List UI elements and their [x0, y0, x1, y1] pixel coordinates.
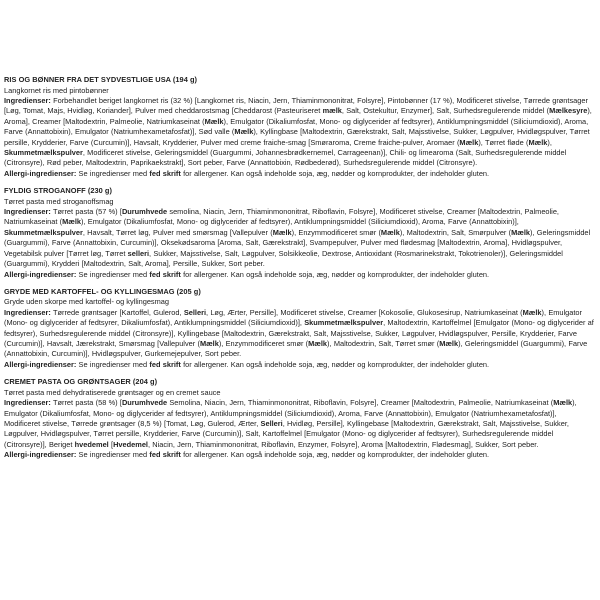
text-run: semolina, Niacin, Jern, Thiaminmononitrat, Riboflavin, Folsyre], Modificeret stivelse, Creamer [Maltodextrin, Palmeolie, Natriumkaseinat (: [4, 207, 559, 227]
allergen-text: Skummetmælkspulver: [304, 318, 384, 328]
section-stroganoff: [4, 186, 594, 280]
text-run: for allergener. Kan også indeholde soja, æg, nødder og kornprodukter, der indeholder gluten.: [180, 450, 490, 460]
text-run: ), Aroma], Creamer [Maltodextrin, Palmeolie, Natriumkaseinat (: [4, 106, 592, 126]
text-run: for allergener. Kan også indeholde soja, æg, nødder og kornprodukter, der indeholder gluten.: [180, 359, 490, 369]
text-run: , Niacin, Jern, Thiaminmononitrat, Riboflavin, Enzymer, Folsyre], Aroma [Maltodextrin, Flødesmag], Sukker, Sort peber.: [147, 439, 539, 449]
text-run: Tørrede grøntsager [Kartoffel, Gulerod,: [50, 307, 184, 317]
section-subtitle: Langkornet ris med pintobønner: [4, 85, 109, 95]
text-run: , Løg, Ærter, Persille], Modificeret stivelse, Creamer [Kokosolie, Glukosesirup, Natriumkaseinat (: [206, 307, 523, 317]
ingredients-label: Ingredienser:: [4, 207, 51, 217]
allergen-text: fed skrift: [149, 450, 181, 460]
section-creamy-pasta-vegetables: [4, 377, 594, 460]
allergen-text: Mælk: [62, 217, 82, 227]
text-run: ),: [547, 137, 552, 147]
text-run: Se ingredienser med: [76, 359, 150, 369]
allergy-paragraph: [4, 360, 594, 370]
text-run: ), Maltodextrin, Salt, Tørret smør (: [327, 339, 440, 349]
text-run: Se ingredienser med: [76, 269, 150, 279]
ingredients-paragraph: [4, 308, 594, 360]
text-run: ), Emulgator (Dikaliumfosfat, Mono- og diglycerider af fedtsyrer), Antiklumpningsmiddel (Siliciumdioxid), Aroma, Farve (Annattobixin), Emulgator (Natriumhexametafosfat)], Modificeret stivelse, Tørrede grøntsager (8,5 %) [Tomat, Løg, Gulerod, Ærter,: [4, 398, 577, 428]
allergen-text: Durumhvede: [121, 207, 168, 217]
ingredient-document: [4, 75, 594, 468]
section-title: CREMET PASTA OG GRØNTSAGER (204 g): [4, 377, 158, 387]
allergen-text: Mælk: [380, 227, 400, 237]
allergen-text: Mælk: [234, 127, 254, 137]
ingredients-label: Ingredienser:: [4, 307, 51, 317]
allergen-text: fed skrift: [149, 359, 181, 369]
allergen-text: Mælk: [459, 137, 479, 147]
allergen-text: Mælk: [439, 339, 459, 349]
allergen-text: mælk: [322, 106, 342, 116]
allergy-label: Allergi-ingredienser:: [4, 168, 77, 178]
section-subtitle: Gryde uden skorpe med kartoffel- og kyllingesmag: [4, 297, 170, 307]
allergen-text: Skummetmælkspulver: [4, 147, 83, 157]
allergen-text: Durumhvede: [121, 398, 168, 408]
text-run: Semolina, Niacin, Jern, Thiaminmononitrat, Riboflavin, Folsyre], Creamer [Maltodextrin, Palmeolie, Natriumkaseinat (: [167, 398, 554, 408]
allergy-text: [76, 270, 489, 279]
section-title: FYLDIG STROGANOFF (230 g): [4, 186, 113, 196]
ingredients-text: [4, 398, 577, 449]
allergen-text: Mælk: [199, 339, 219, 349]
allergy-label: Allergi-ingredienser:: [4, 359, 77, 369]
allergy-paragraph: [4, 169, 594, 179]
allergy-paragraph: [4, 270, 594, 280]
allergen-text: selleri: [127, 248, 150, 258]
text-run: ), Maltodextrin, Salt, Smørpulver (: [399, 227, 512, 237]
ingredients-text: [4, 308, 594, 359]
text-run: Se ingredienser med: [76, 168, 150, 178]
allergen-text: Mælk: [308, 339, 328, 349]
text-run: , Salt, Ostekultur, Enzymer], Salt, Surhedsregulerende middel (: [341, 106, 550, 116]
text-run: , Havsalt, Tørret løg, Pulver med smørsmag [Vallepulver (: [82, 227, 273, 237]
allergy-text: [76, 169, 489, 178]
text-run: ), Emulgator (Mono- og diglycerider af fedtsyrer, Dikaliumfosfat), Antiklumpningsmiddel (Siliciumdioxid)],: [4, 307, 582, 328]
allergen-text: Selleri: [260, 418, 283, 428]
allergen-text: Selleri: [183, 307, 207, 317]
text-run: for allergener. Kan også indeholde soja, æg, nødder og kornprodukter, der indeholder gluten.: [180, 168, 490, 178]
allergy-paragraph: [4, 450, 594, 460]
allergen-text: hvedemel: [74, 439, 109, 449]
allergen-text: Hvedemel: [113, 439, 148, 449]
text-run: , Modificeret stivelse, Geleringsmiddel (Guargummi, Johannesbrødkernemel, Carrageenan)], Chili- og limearoma (Salt, Surhedsregulerende middel (Citronsyre), Rød peber, Maltodextrin, Paprikaekstrakt], Sort peber, Farve (Annattobixin, Rødbederød), Surhedsregulerende middel (Citronsyre).: [4, 147, 567, 168]
section-title: RIS OG BØNNER FRA DET SYDVESTLIGE USA (194 g): [4, 75, 198, 84]
text-run: ), Tørret fløde (: [478, 137, 529, 147]
ingredients-paragraph: [4, 96, 594, 169]
section-title: GRYDE MED KARTOFFEL- OG KYLLINGESMAG (205 g): [4, 286, 201, 296]
allergen-text: fed skrift: [149, 168, 181, 178]
ingredients-text: [4, 96, 592, 167]
text-run: ), Emulgator (Dikaliumfosfat, Mono- og diglycerider af fedtsyrer), Antiklumpningsmiddel (Siliciumdioxid), Aroma, Farve (Annattobixin), Emulgator (Natriumhexametafosfat)], Sød valle (: [4, 116, 589, 137]
ingredients-paragraph: [4, 398, 594, 450]
allergen-text: fed skrift: [149, 269, 181, 279]
allergen-text: Mælkesyre: [549, 106, 588, 116]
text-run: ), Enzymmodificeret smør (: [218, 339, 309, 349]
section-rice-and-beans: [4, 75, 594, 179]
text-run: , Hvidløg, Persille], Kyllingebase [Maltodextrin, Gærekstrakt, Salt, Majsstivelse, Sukker, Løgpulver, Hvidløgspulver, Tørret persille, Krydderier, Farve (Curcumin)], Salt, Kartoffelmel [Emulgator (Mono- og diglycerider af fedtsyrer), Surhedsregulerende middel (Citronsyre)], Beriget: [4, 418, 569, 449]
allergen-text: Mælk: [528, 137, 548, 147]
allergy-text: [76, 450, 489, 459]
text-run: Tørret pasta (58 %) [: [50, 398, 122, 408]
text-run: Forbehandlet beriget langkornet ris (32 %) [Langkornet ris, Niacin, Jern, Thiaminmononitrat, Folsyre], Pintobønner (17 %), Modificeret stivelse, Tørrede grøntsager [Løg, Tomat, Majs, Hvidløg, Koriander], Pulver med cheddarostsmag [Cheddarost (Pasteuriseret: [4, 95, 588, 116]
text-run: , Maltodextrin, Kartoffelmel [Emulgator (Mono- og diglycerider af fedtsyrer), Surhedsregulerende middel (Citronsyre)], Kyllingebase [Maltodextrin, Gærekstrakt, Salt, Majsstivelse, Sukker, Løgpulver, Hvidløgspulver, Persille, Krydderier, Farve (Curcumin)], Havsalt, Jærekstrakt, Smørsmag [Vallepulver (: [4, 318, 594, 349]
allergen-text: Skummetmælkspulver: [4, 227, 83, 237]
allergen-text: Mælk: [522, 307, 542, 317]
text-run: Se ingredienser med: [76, 450, 150, 460]
allergen-text: Mælk: [204, 116, 224, 126]
allergen-text: Mælk: [272, 227, 292, 237]
ingredients-paragraph: [4, 207, 594, 269]
allergen-text: Mælk: [553, 398, 573, 408]
section-subtitle: Tørret pasta med dehydratiserede grøntsager og en cremet sauce: [4, 387, 221, 397]
section-potato-chicken-casserole: [4, 287, 594, 370]
ingredients-label: Ingredienser:: [4, 398, 51, 408]
allergen-text: Mælk: [511, 227, 531, 237]
text-run: ), Geleringsmiddel (Guargummi), Farve (Annattobixin, Curcumin)], Hvidløgspulver, Gurkemejepulver, Sort peber.: [4, 339, 588, 359]
text-run: ), Kyllingbase [Maltodextrin, Gærekstrakt, Salt, Majsstivelse, Sukker, Løgpulver, Hvidløgspulver, Tørret persille, Krydderier, Farve (Curcumin)], Havsalt, Krydderier, Pulver med creme fraiche-smag [Smøraroma, Creme fraiche-pulver, Aromaer (: [4, 127, 590, 147]
text-run: ), Enzymmodificeret smør (: [291, 227, 381, 237]
text-run: ), Emulgator (Dikaliumfosfat, Mono- og diglycerider af fedtsyrer), Antiklumpningsmiddel (Siliciumdioxid), Aroma, Farve (Annattobixin)],: [81, 217, 519, 227]
text-run: Tørret pasta (57 %) [: [50, 207, 122, 217]
ingredients-label: Ingredienser:: [4, 95, 51, 105]
allergy-label: Allergi-ingredienser:: [4, 450, 77, 460]
text-run: ), Geleringsmiddel (Guargummi), Farve (Annattobixin, Curcumin)], Oksekødsaroma [Aroma, Salt, Gærekstrakt], Svampepulver, Pulver med flødesmag [Maltodextrin, Aroma], Hvidløgspulver, Vegetabilsk pulver [Tørret løg, Tørret: [4, 227, 591, 258]
ingredients-text: [4, 207, 590, 268]
text-run: for allergener. Kan også indeholde soja, æg, nødder og kornprodukter, der indeholder gluten.: [180, 269, 490, 279]
text-run: , Sukker, Majsstivelse, Salt, Løgpulver, Solsikkeolie, Dextrose, Antioxidant (Rosmarinekstrakt, Tokotrienoler)], Geleringsmiddel (Guargummi), Krydderi [Maltodextrin, Salt, Aroma], Persille, Sukker, Sort peber.: [4, 248, 563, 269]
allergy-label: Allergi-ingredienser:: [4, 269, 77, 279]
allergy-text: [76, 360, 489, 369]
section-subtitle: Tørret pasta med stroganoffsmag: [4, 196, 114, 206]
text-run: [: [108, 439, 114, 449]
